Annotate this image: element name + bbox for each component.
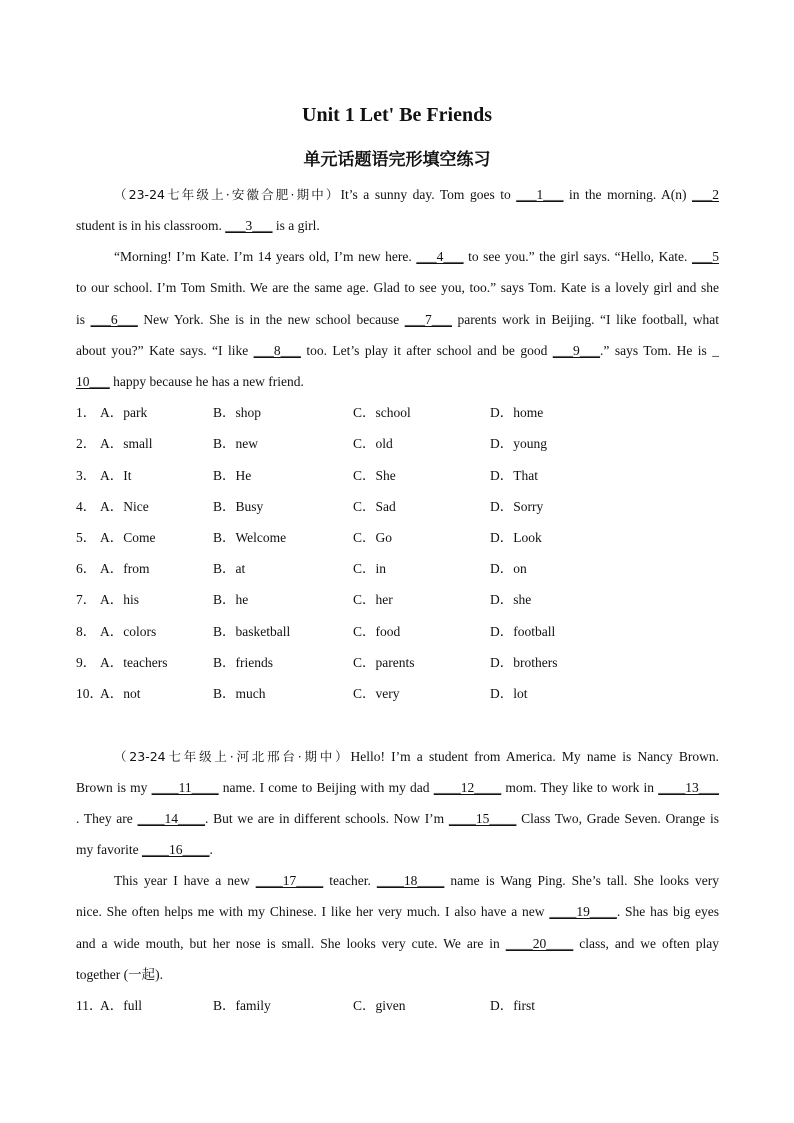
- question-row: 7． A．his B．he C．her D．she: [76, 590, 719, 610]
- passage1-line-2: student is in his classroom. ___3___ is a girl.: [76, 216, 719, 236]
- question-row: 6． A．from B．at C．in D．on: [76, 559, 719, 579]
- option-c: C．in: [353, 561, 387, 576]
- option-a: A．park: [100, 405, 148, 420]
- passage2-line-1: （23-24七年级上·河北邢台·期中）Hello! I’m a student from America. My name is Nancy Brown.: [114, 749, 719, 764]
- option-a: A．from: [100, 561, 150, 576]
- question-row: 2． A．small B．new C．old D．young: [76, 434, 719, 454]
- option-b: B．he: [213, 592, 249, 607]
- blank-2: ___2: [692, 187, 719, 202]
- option-a: A．full: [100, 998, 142, 1013]
- option-a: A．colors: [100, 624, 157, 639]
- passage1-source: （23-24七年级上·安徽合肥·期中）: [114, 187, 341, 202]
- question-row: 11． A．full B．family C．given D．first: [76, 996, 719, 1016]
- passage1-line-3: “Morning! I’m Kate. I’m 14 years old, I’m new here. ___4___ to see you.” the girl says. “Hello, Kate. ___5: [114, 247, 719, 267]
- blank-7: ___7___: [404, 312, 452, 327]
- option-d: D．Sorry: [490, 499, 544, 514]
- option-b: B．basketball: [213, 624, 291, 639]
- blank-20: ____20____: [505, 936, 574, 951]
- blank-6: ___6___: [90, 312, 138, 327]
- option-a: A．Nice: [100, 499, 149, 514]
- option-d: D．young: [490, 436, 547, 451]
- blank-16: ____16____: [141, 842, 210, 857]
- question-row: 9． A．teachers B．friends C．parents D．brothers: [76, 653, 719, 673]
- blank-9: ___9___: [552, 343, 601, 358]
- question-row: 1． A．park B．shop C．school D．home: [76, 403, 719, 423]
- option-d: D．lot: [490, 686, 528, 701]
- blank-1: ___1___: [516, 187, 564, 202]
- blank-14: ____14____: [137, 811, 205, 826]
- blank-13: ____13___: [658, 780, 719, 795]
- option-b: B．Busy: [213, 499, 264, 514]
- passage1-line-7: 10___ happy because he has a new friend.: [76, 372, 719, 392]
- option-b: B．family: [213, 998, 271, 1013]
- option-d: D．That: [490, 468, 538, 483]
- blank-17: ____17____: [255, 873, 324, 888]
- blank-19: ____19____: [549, 904, 617, 919]
- option-b: B．new: [213, 436, 258, 451]
- option-c: C．very: [353, 686, 400, 701]
- passage1-line-5: is ___6___ New York. She is in the new school because ___7___ parents work in Beijing. “I like football, what: [76, 310, 719, 330]
- option-c: C．old: [353, 436, 393, 451]
- question-row: 10． A．not B．much C．very D．lot: [76, 684, 719, 704]
- blank-3: ___3___: [225, 218, 273, 233]
- option-c: C．She: [353, 468, 396, 483]
- option-c: C．Go: [353, 530, 393, 545]
- option-d: D．on: [490, 561, 527, 576]
- passage1-line-1: （23-24七年级上·安徽合肥·期中）It’s a sunny day. Tom goes to ___1___ in the morning. A(n) ___2: [114, 185, 719, 205]
- option-c: C．school: [353, 405, 411, 420]
- option-a: A．Come: [100, 530, 156, 545]
- passage2-line-3: . They are ____14____. But we are in different schools. Now I’m ____15____ Class Two, Grade Seven. Orange is: [76, 809, 719, 829]
- blank-11: ____11____: [151, 780, 219, 795]
- option-d: D．football: [490, 624, 556, 639]
- passage2-line-8: together (一起).: [76, 967, 163, 982]
- option-a: A．It: [100, 468, 132, 483]
- option-c: C．Sad: [353, 499, 396, 514]
- question-row: 4． A．Nice B．Busy C．Sad D．Sorry: [76, 497, 719, 517]
- option-a: A．not: [100, 686, 141, 701]
- option-a: A．teachers: [100, 655, 168, 670]
- option-b: B．Welcome: [213, 530, 287, 545]
- passage2-line-5: This year I have a new ____17____ teacher. ____18____ name is Wang Ping. She’s tall. She looks very: [114, 871, 719, 891]
- passage2-line-2: Brown is my ____11____ name. I come to Beijing with my dad ____12____ mom. They like to work in ____13___: [76, 778, 719, 798]
- passage2-source: （23-24七年级上·河北邢台·期中）: [114, 749, 351, 764]
- option-d: D．home: [490, 405, 544, 420]
- question-row: 5． A．Come B．Welcome C．Go D．Look: [76, 528, 719, 548]
- option-c: C．her: [353, 592, 393, 607]
- passage2-line-4: my favorite ____16____.: [76, 840, 719, 860]
- blank-15: ____15____: [448, 811, 517, 826]
- option-b: B．shop: [213, 405, 262, 420]
- option-b: B．much: [213, 686, 266, 701]
- option-b: B．at: [213, 561, 246, 576]
- option-d: D．first: [490, 998, 535, 1013]
- option-c: C．food: [353, 624, 401, 639]
- option-b: B．He: [213, 468, 252, 483]
- option-d: D．she: [490, 592, 532, 607]
- option-b: B．friends: [213, 655, 273, 670]
- passage1-line-4: to our school. I’m Tom Smith. We are the same age. Glad to see you, too.” says Tom. Kate is a lovely girl and she: [76, 280, 719, 295]
- option-d: D．Look: [490, 530, 542, 545]
- blank-12: ____12____: [433, 780, 502, 795]
- blank-18: ____18____: [376, 873, 445, 888]
- passage2-line-7: and a wide mouth, but her nose is small. She looks very cute. We are in ____20____ class, and we often play: [76, 934, 719, 954]
- option-c: C．given: [353, 998, 406, 1013]
- page-subtitle: 单元话题语完形填空练习: [303, 150, 491, 170]
- passage2-line-6: nice. She often helps me with my Chinese. I like her very much. I also have a new ____19____. She has big eyes: [76, 902, 719, 922]
- passage1-line-6: about you?” Kate says. “I like ___8___ too. Let’s play it after school and be good ___9___.” says Tom. He is _: [76, 341, 719, 361]
- blank-8: ___8___: [253, 343, 301, 358]
- option-a: A．small: [100, 436, 153, 451]
- page-title: Unit 1 Let' Be Friends: [302, 104, 492, 126]
- blank-4: ___4___: [416, 249, 464, 264]
- question-row: 8． A．colors B．basketball C．food D．football: [76, 622, 719, 642]
- question-row: 3． A．It B．He C．She D．That: [76, 466, 719, 486]
- option-a: A．his: [100, 592, 140, 607]
- option-c: C．parents: [353, 655, 415, 670]
- option-d: D．brothers: [490, 655, 558, 670]
- blank-5: ___5: [691, 249, 719, 264]
- blank-10: 10___: [76, 374, 110, 389]
